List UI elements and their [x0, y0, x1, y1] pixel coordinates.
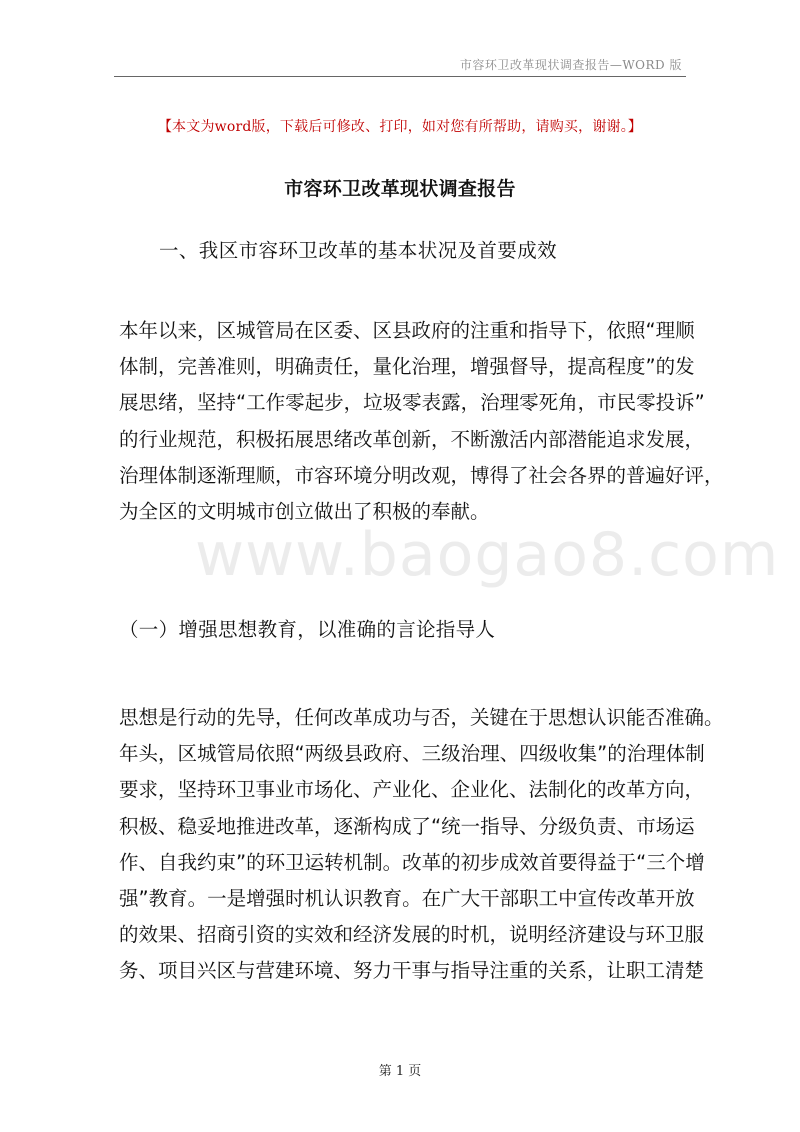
paragraph-line: 年头，区城管局依照“两级县政府、三级治理、四级收集”的治理体制 — [119, 742, 705, 766]
document-title: 市容环卫改革现状调查报告 — [284, 178, 516, 200]
paragraph-2 — [119, 700, 724, 990]
paragraph-line: 强”教育。一是增强时机认识教育。在广大干部职工中宣传改革开放 — [119, 886, 695, 910]
paragraph-line: 为全区的文明城市创立做出了积极的奉献。 — [119, 499, 490, 523]
paragraph-line: 思想是行动的先导，任何改革成功与否，关键在于思想认识能否准确。 — [119, 706, 724, 729]
paragraph-line: 作、自我约束”的环卫运转机制。改革的初步成效首要得益于“三个增 — [119, 850, 705, 874]
paragraph-line: 积极、稳妥地推进改革，逐渐构成了“统一指导、分级负责、市场运 — [119, 814, 695, 838]
paragraph-line: 治理体制逐渐理顺，市容环境分明改观，博得了社会各界的普遍好评， — [119, 463, 724, 487]
paragraph-line: 务、项目兴区与营建环境、努力干事与指导注重的关系，让职工清楚 — [119, 959, 705, 983]
paragraph-line: 本年以来，区城管局在区委、区县政府的注重和指导下，依照“理顺 — [119, 319, 695, 342]
download-notice: 【本文为word版，下载后可修改、打印，如对您有所帮助，请购买，谢谢。】 — [157, 119, 643, 135]
header-rule — [114, 76, 686, 77]
section-heading: 一、我区市容环卫改革的基本状况及首要成效 — [159, 239, 558, 262]
paragraph-line: 的行业规范，积极拓展思绪改革创新，不断激活内部潜能追求发展， — [119, 427, 705, 451]
paragraph-line: 要求，坚持环卫事业市场化、产业化、企业化、法制化的改革方向， — [119, 778, 705, 802]
paragraph-1 — [119, 313, 724, 530]
page-number: 第 1 页 — [378, 1064, 422, 1079]
watermark: www.baogao8.com — [195, 520, 780, 590]
paragraph-line: 体制，完善准则，明确责任，量化治理，增强督导，提高程度”的发 — [119, 355, 695, 379]
running-header: 市容环卫改革现状调查报告—WORD 版 — [459, 58, 682, 72]
paragraph-line: 的效果、招商引资的实效和经济发展的时机，说明经济建设与环卫服 — [119, 923, 705, 947]
paragraph-line: 展思绪，坚持“工作零起步，垃圾零表露，治理零死角，市民零投诉” — [119, 391, 705, 415]
subheading: （一）增强思想教育，以准确的言论指导人 — [119, 618, 496, 641]
